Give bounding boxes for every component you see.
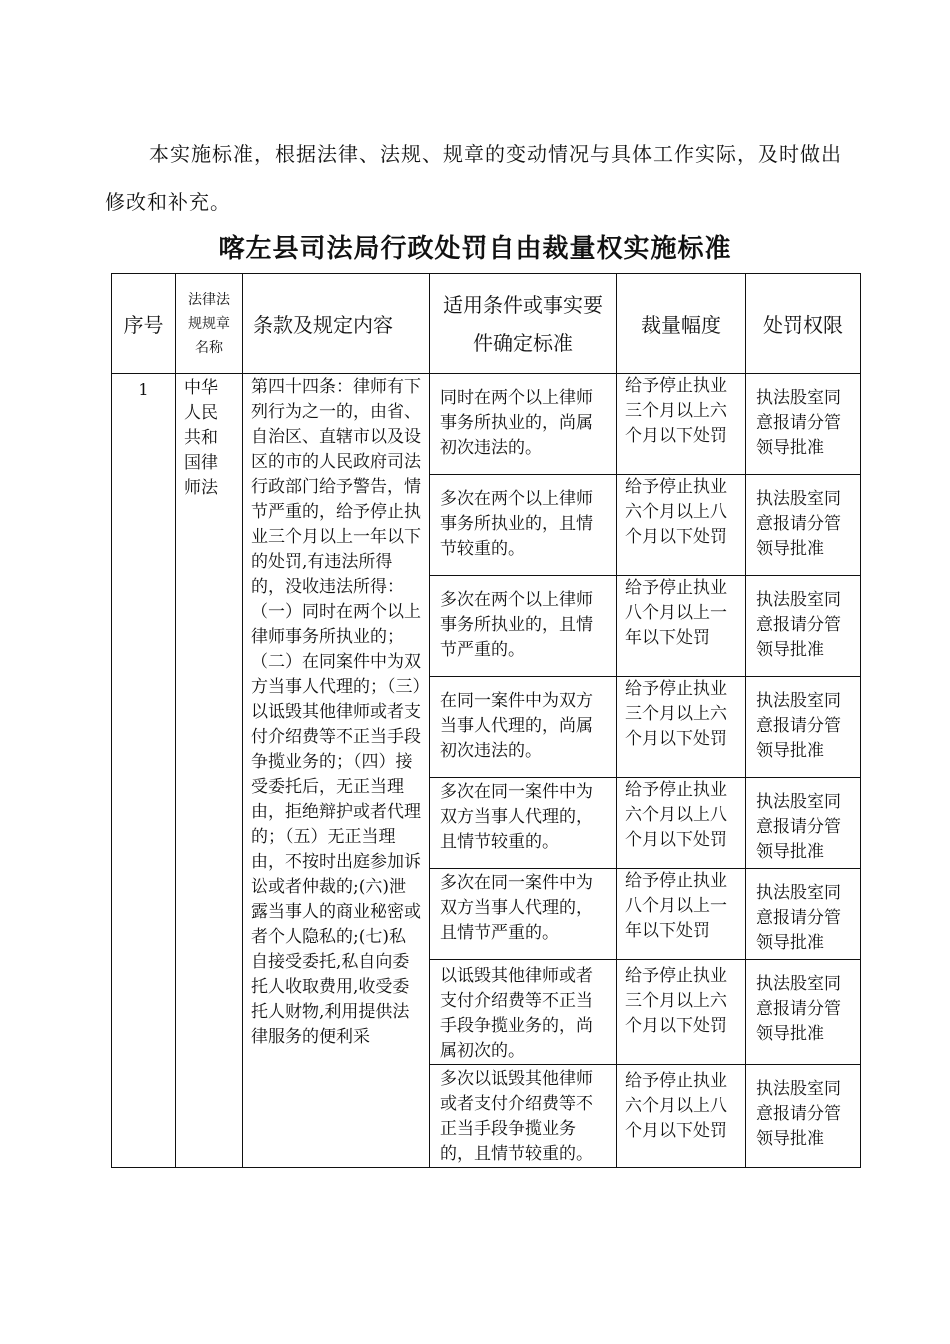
table-body [112, 374, 861, 1168]
table-header-row [112, 274, 861, 374]
cell-range: 给予停止执业八个月以上一年以下处罚 [617, 576, 746, 677]
cell-law-name: 中华人民共和国律师法 [176, 374, 243, 1168]
document-title: 喀左县司法局行政处罚自由裁量权实施标准 [218, 234, 732, 264]
cell-range: 给予停止执业六个月以上八个月以下处罚 [617, 778, 746, 869]
header-seq: 序号 [112, 274, 176, 374]
cell-range: 给予停止执业八个月以上一年以下处罚 [617, 869, 746, 960]
cell-authority: 执法股室同意报请分管领导批准 [746, 677, 861, 778]
cell-clause-content: 第四十四条：律师有下列行为之一的，由省、自治区、直辖市以及设区的市的人民政府司法行政部门给予警告，情节严重的，给予停止执业三个月以上一年以下的处罚,有违法所得的，没收违法所得：（一）同时在两个以上律师事务所执业的；（二）在同案件中为双方当事人代理的；（三）以诋毁其他律师或者支付介绍费等不正当手段争揽业务的；（四）接受委托后，无正当理由，拒绝辩护或者代理的；（五）无正当理由，不按时出庭参加诉讼或者仲裁的;(六)泄露当事人的商业秘密或者个人隐私的;(七)私自接受委托,私自向委托人收取费用,收受委托人财物,利用提供法律服务的便利采 [243, 374, 430, 1168]
cell-range: 给予停止执业三个月以上六个月以下处罚 [617, 677, 746, 778]
cell-authority: 执法股室同意报请分管领导批准 [746, 1065, 861, 1168]
cell-condition: 多次在两个以上律师事务所执业的，且情节较重的。 [430, 475, 617, 576]
header-condition: 适用条件或事实要件确定标准 [430, 274, 617, 374]
cell-condition: 多次在两个以上律师事务所执业的，且情节严重的。 [430, 576, 617, 677]
cell-range: 给予停止执业六个月以上八个月以下处罚 [617, 475, 746, 576]
cell-authority: 执法股室同意报请分管领导批准 [746, 475, 861, 576]
cell-range: 给予停止执业三个月以上六个月以下处罚 [617, 374, 746, 475]
header-range: 裁量幅度 [617, 274, 746, 374]
cell-condition: 在同一案件中为双方当事人代理的，尚属初次违法的。 [430, 677, 617, 778]
cell-authority: 执法股室同意报请分管领导批准 [746, 778, 861, 869]
header-clause: 条款及规定内容 [243, 274, 430, 374]
discretion-standard-table [111, 273, 861, 1168]
cell-authority: 执法股室同意报请分管领导批准 [746, 374, 861, 475]
cell-authority: 执法股室同意报请分管领导批准 [746, 960, 861, 1065]
cell-condition: 多次在同一案件中为双方当事人代理的，且情节严重的。 [430, 869, 617, 960]
cell-condition: 同时在两个以上律师事务所执业的，尚属初次违法的。 [430, 374, 617, 475]
intro-paragraph: 本实施标准，根据法律、法规、规章的变动情况与具体工作实际，及时做出修改和补充。 [105, 142, 842, 214]
header-law: 法律法规规章名称 [176, 274, 243, 374]
cell-condition: 以诋毁其他律师或者支付介绍费等不正当手段争揽业务的，尚属初次的。 [430, 960, 617, 1065]
cell-authority: 执法股室同意报请分管领导批准 [746, 869, 861, 960]
cell-condition: 多次在同一案件中为双方当事人代理的，且情节较重的。 [430, 778, 617, 869]
table-row [112, 374, 861, 475]
cell-range: 给予停止执业六个月以上八个月以下处罚 [617, 1065, 746, 1168]
cell-authority: 执法股室同意报请分管领导批准 [746, 576, 861, 677]
cell-seq: 1 [112, 374, 176, 1168]
cell-condition: 多次以诋毁其他律师或者支付介绍费等不正当手段争揽业务的，且情节较重的。 [430, 1065, 617, 1168]
cell-range: 给予停止执业三个月以上六个月以下处罚 [617, 960, 746, 1065]
header-authority: 处罚权限 [746, 274, 861, 374]
